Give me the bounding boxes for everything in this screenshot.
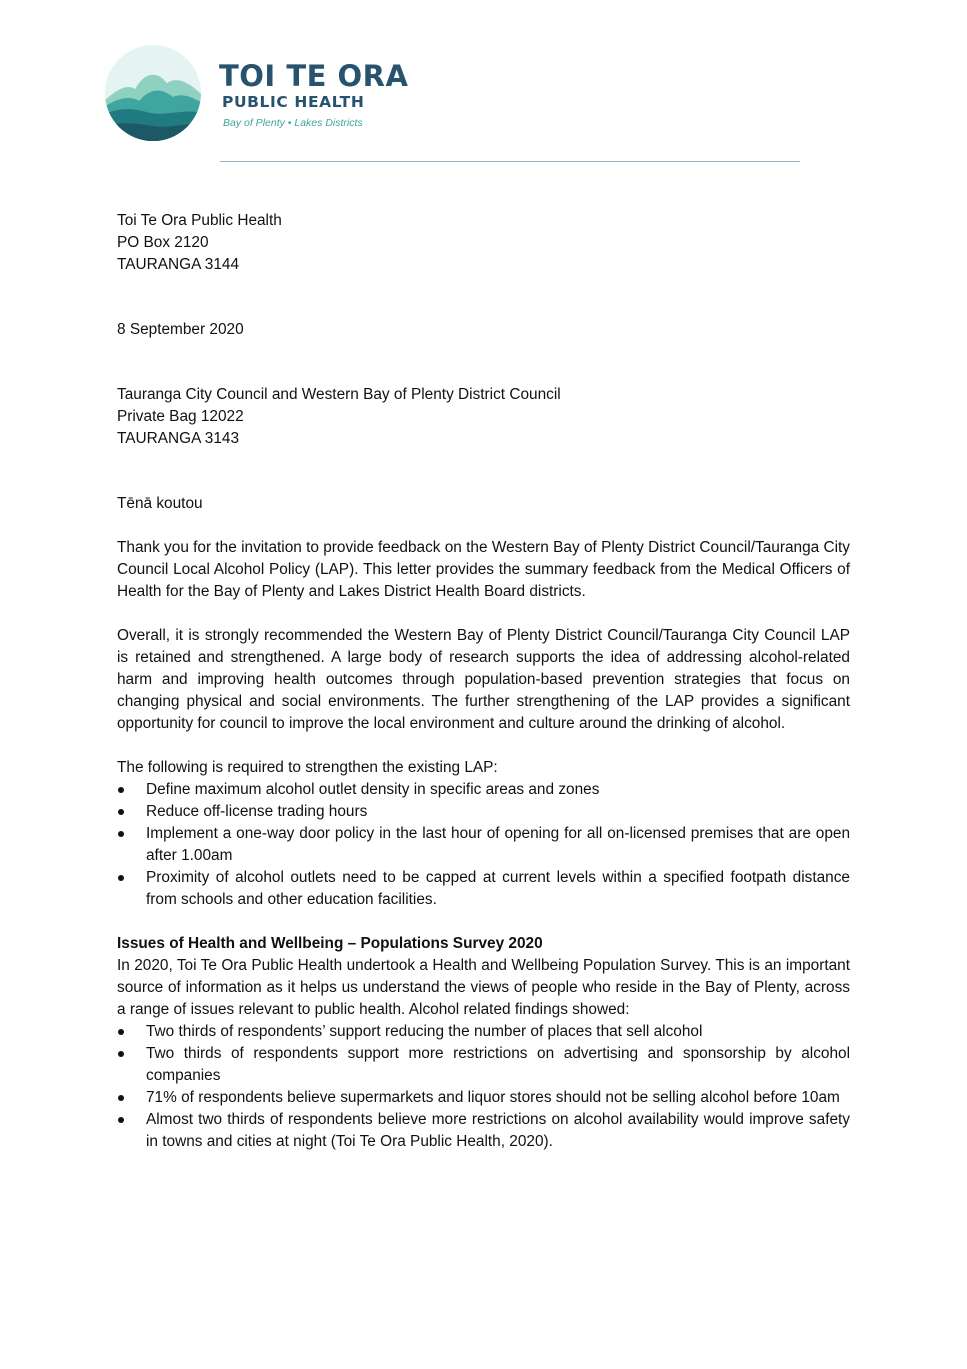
list-item: Proximity of alcohol outlets need to be capped at current levels within a specified footpath distance from schools and other education facilities. (117, 867, 850, 911)
recipient-address-line: TAURANGA 3143 (117, 430, 240, 447)
survey-heading: Issues of Health and Wellbeing – Populations Survey 2020 (117, 935, 543, 952)
hills-water-logo-icon (104, 44, 202, 142)
letter-body (117, 210, 850, 1153)
intro-paragraph: Thank you for the invitation to provide feedback on the Western Bay of Plenty District Council/Tauranga City Council Local Alcohol Policy (LAP). This letter provides the summary feedback from the Medical Officers of Health for the Bay of Plenty and Lakes District Health Board districts. (117, 539, 850, 600)
sender-address-line: PO Box 2120 (117, 234, 209, 251)
organisation-subtitle: PUBLIC HEALTH (222, 93, 365, 111)
organisation-tagline: Bay of Plenty • Lakes Districts (223, 117, 363, 129)
list-item: Almost two thirds of respondents believe more restrictions on alcohol availability would improve safety in towns and cities at night (Toi Te Ora Public Health, 2020). (117, 1109, 850, 1153)
list-item: Reduce off-license trading hours (117, 801, 850, 823)
list-item: Implement a one-way door policy in the last hour of opening for all on-licensed premises that are open after 1.00am (117, 823, 850, 867)
recipient-address (117, 384, 850, 450)
requirements-list (117, 779, 850, 911)
recipient-address-line: Tauranga City Council and Western Bay of Plenty District Council (117, 386, 561, 403)
salutation: Tēnā koutou (117, 495, 203, 512)
survey-paragraph: In 2020, Toi Te Ora Public Health undertook a Health and Wellbeing Population Survey. This is an important source of information as it helps us understand the views of people who reside in the Bay of Plenty, across a range of issues relevant to public health. Alcohol related findings showed: (117, 957, 850, 1018)
recipient-address-line: Private Bag 12022 (117, 408, 244, 425)
list-item: Two thirds of respondents’ support reducing the number of places that sell alcohol (117, 1021, 850, 1043)
list-item: 71% of respondents believe supermarkets and liquor stores should not be selling alcohol before 10am (117, 1087, 850, 1109)
organisation-name: TOI TE ORA (219, 59, 409, 93)
letter-date: 8 September 2020 (117, 321, 244, 338)
letterhead-divider (220, 161, 800, 162)
sender-address-line: Toi Te Ora Public Health (117, 212, 282, 229)
survey-findings-list (117, 1021, 850, 1153)
requirements-lead: The following is required to strengthen the existing LAP: (117, 759, 498, 776)
sender-address (117, 210, 850, 276)
overall-paragraph: Overall, it is strongly recommended the Western Bay of Plenty District Council/Tauranga City Council LAP is retained and strengthened. A large body of research supports the idea of addressing alcohol-related harm and improving health outcomes through population-based prevention strategies that focus on changing physical and social environments. The further strengthening of the LAP provides a significant opportunity for council to improve the local environment and culture around the drinking of alcohol. (117, 627, 850, 732)
list-item: Two thirds of respondents support more restrictions on advertising and sponsorship by alcohol companies (117, 1043, 850, 1087)
list-item: Define maximum alcohol outlet density in specific areas and zones (117, 779, 850, 801)
sender-address-line: TAURANGA 3144 (117, 256, 240, 273)
